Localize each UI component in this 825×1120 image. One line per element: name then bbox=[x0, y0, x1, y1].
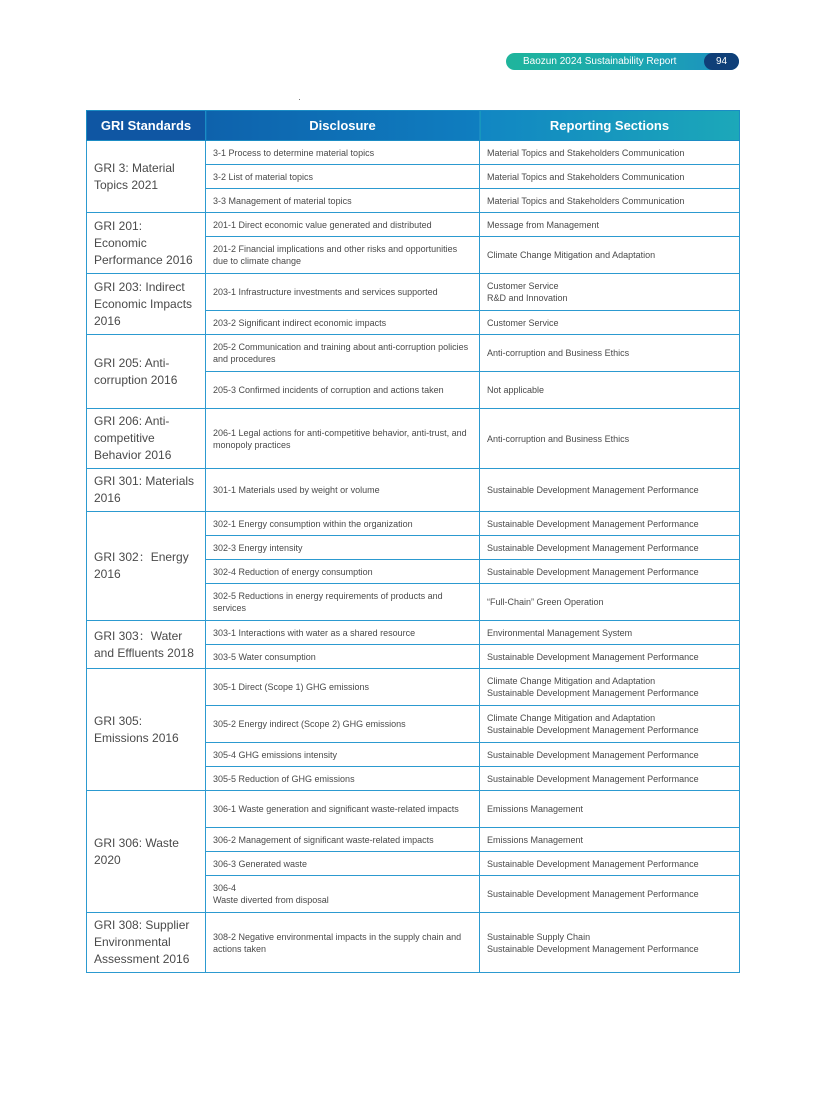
reporting-section-cell: Anti-corruption and Business Ethics bbox=[480, 409, 740, 469]
reporting-section-cell: Sustainable Development Management Performance bbox=[480, 876, 740, 913]
disclosure-cell: 306-1 Waste generation and significant waste-related impacts bbox=[206, 791, 480, 828]
reporting-section-cell: Customer Service R&D and Innovation bbox=[480, 274, 740, 311]
disclosure-cell: 303-1 Interactions with water as a shared resource bbox=[206, 621, 480, 645]
disclosure-cell: 305-5 Reduction of GHG emissions bbox=[206, 767, 480, 791]
reporting-section-cell: Sustainable Supply Chain Sustainable Development Management Performance bbox=[480, 913, 740, 973]
reporting-section-cell: Sustainable Development Management Performance bbox=[480, 560, 740, 584]
table-row bbox=[87, 274, 740, 311]
column-header-gri-standards: GRI Standards bbox=[87, 111, 206, 141]
reporting-section-cell: “Full-Chain” Green Operation bbox=[480, 584, 740, 621]
table-row bbox=[87, 335, 740, 372]
gri-standard-cell: GRI 305: Emissions 2016 bbox=[87, 669, 206, 791]
disclosure-cell: 306-2 Management of significant waste-related impacts bbox=[206, 828, 480, 852]
reporting-section-cell: Sustainable Development Management Performance bbox=[480, 469, 740, 512]
disclosure-cell: 303-5 Water consumption bbox=[206, 645, 480, 669]
disclosure-cell: 305-1 Direct (Scope 1) GHG emissions bbox=[206, 669, 480, 706]
table-row bbox=[87, 669, 740, 706]
gri-standard-cell: GRI 201: Economic Performance 2016 bbox=[87, 213, 206, 274]
disclosure-cell: 306-3 Generated waste bbox=[206, 852, 480, 876]
disclosure-cell: 201-1 Direct economic value generated and distributed bbox=[206, 213, 480, 237]
disclosure-cell: 205-3 Confirmed incidents of corruption and actions taken bbox=[206, 372, 480, 409]
disclosure-cell: 3-3 Management of material topics bbox=[206, 189, 480, 213]
disclosure-cell: 201-2 Financial implications and other risks and opportunities due to climate change bbox=[206, 237, 480, 274]
gri-standard-cell: GRI 306: Waste 2020 bbox=[87, 791, 206, 913]
gri-standard-cell: GRI 3: Material Topics 2021 bbox=[87, 141, 206, 213]
disclosure-cell: 301-1 Materials used by weight or volume bbox=[206, 469, 480, 512]
reporting-section-cell: Sustainable Development Management Performance bbox=[480, 536, 740, 560]
gri-standard-cell: GRI 303：Water and Effluents 2018 bbox=[87, 621, 206, 669]
reporting-section-cell: Emissions Management bbox=[480, 791, 740, 828]
reporting-section-cell: Sustainable Development Management Performance bbox=[480, 743, 740, 767]
gri-standard-cell: GRI 308: Supplier Environmental Assessment 2016 bbox=[87, 913, 206, 973]
stray-dot bbox=[299, 99, 300, 100]
disclosure-cell: 308-2 Negative environmental impacts in the supply chain and actions taken bbox=[206, 913, 480, 973]
gri-standard-cell: GRI 206: Anti-competitive Behavior 2016 bbox=[87, 409, 206, 469]
disclosure-cell: 302-3 Energy intensity bbox=[206, 536, 480, 560]
gri-standard-cell: GRI 301: Materials 2016 bbox=[87, 469, 206, 512]
table-row bbox=[87, 791, 740, 828]
page-number: 94 bbox=[704, 53, 739, 70]
reporting-section-cell: Material Topics and Stakeholders Communication bbox=[480, 165, 740, 189]
table-row bbox=[87, 913, 740, 973]
column-header-disclosure: Disclosure bbox=[206, 111, 480, 141]
disclosure-cell: 3-2 List of material topics bbox=[206, 165, 480, 189]
disclosure-cell: 306-4 Waste diverted from disposal bbox=[206, 876, 480, 913]
gri-standard-cell: GRI 203: Indirect Economic Impacts 2016 bbox=[87, 274, 206, 335]
disclosure-cell: 305-4 GHG emissions intensity bbox=[206, 743, 480, 767]
reporting-section-cell: Customer Service bbox=[480, 311, 740, 335]
gri-standard-cell: GRI 302：Energy 2016 bbox=[87, 512, 206, 621]
reporting-section-cell: Material Topics and Stakeholders Communication bbox=[480, 189, 740, 213]
reporting-section-cell: Climate Change Mitigation and Adaptation bbox=[480, 237, 740, 274]
report-header-badge bbox=[506, 53, 739, 70]
table-row bbox=[87, 213, 740, 237]
disclosure-cell: 206-1 Legal actions for anti-competitive behavior, anti-trust, and monopoly practices bbox=[206, 409, 480, 469]
reporting-section-cell: Sustainable Development Management Performance bbox=[480, 852, 740, 876]
table-header-row bbox=[87, 111, 740, 141]
disclosure-cell: 305-2 Energy indirect (Scope 2) GHG emissions bbox=[206, 706, 480, 743]
disclosure-cell: 302-4 Reduction of energy consumption bbox=[206, 560, 480, 584]
reporting-section-cell: Emissions Management bbox=[480, 828, 740, 852]
gri-standard-cell: GRI 205: Anti-corruption 2016 bbox=[87, 335, 206, 409]
reporting-section-cell: Climate Change Mitigation and Adaptation Sustainable Development Management Performance bbox=[480, 669, 740, 706]
disclosure-cell: 205-2 Communication and training about anti-corruption policies and procedures bbox=[206, 335, 480, 372]
table-row bbox=[87, 469, 740, 512]
reporting-section-cell: Sustainable Development Management Performance bbox=[480, 645, 740, 669]
report-title: Baozun 2024 Sustainability Report bbox=[523, 56, 677, 67]
reporting-section-cell: Material Topics and Stakeholders Communication bbox=[480, 141, 740, 165]
reporting-section-cell: Not applicable bbox=[480, 372, 740, 409]
gri-index-table bbox=[86, 110, 740, 973]
table-row bbox=[87, 409, 740, 469]
table-row bbox=[87, 621, 740, 645]
disclosure-cell: 3-1 Process to determine material topics bbox=[206, 141, 480, 165]
reporting-section-cell: Environmental Management System bbox=[480, 621, 740, 645]
disclosure-cell: 302-1 Energy consumption within the organization bbox=[206, 512, 480, 536]
reporting-section-cell: Message from Management bbox=[480, 213, 740, 237]
table-row bbox=[87, 512, 740, 536]
table-body bbox=[87, 141, 740, 973]
table-row bbox=[87, 141, 740, 165]
column-header-reporting-sections: Reporting Sections bbox=[480, 111, 740, 141]
reporting-section-cell: Sustainable Development Management Performance bbox=[480, 512, 740, 536]
disclosure-cell: 203-2 Significant indirect economic impacts bbox=[206, 311, 480, 335]
reporting-section-cell: Sustainable Development Management Performance bbox=[480, 767, 740, 791]
reporting-section-cell: Climate Change Mitigation and Adaptation Sustainable Development Management Performance bbox=[480, 706, 740, 743]
disclosure-cell: 302-5 Reductions in energy requirements of products and services bbox=[206, 584, 480, 621]
reporting-section-cell: Anti-corruption and Business Ethics bbox=[480, 335, 740, 372]
disclosure-cell: 203-1 Infrastructure investments and services supported bbox=[206, 274, 480, 311]
